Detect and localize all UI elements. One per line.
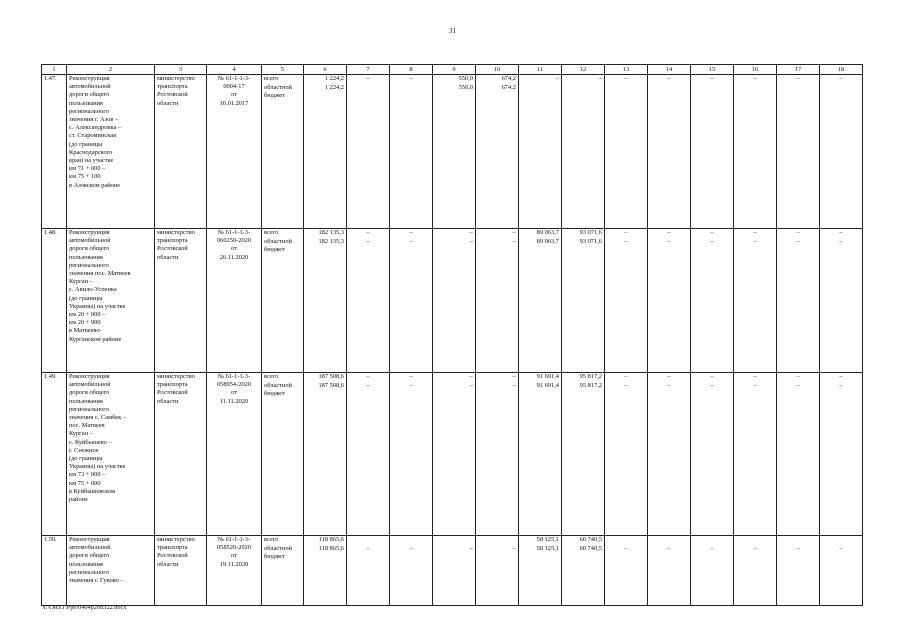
text-line: пользования	[69, 253, 103, 261]
column-number-header: 16	[734, 65, 777, 75]
row-number: 1.49.	[42, 373, 67, 536]
amount-cell: 182 135,3	[304, 229, 347, 238]
amount-cell: –	[777, 238, 820, 373]
amount-cell: 187 508,6	[304, 373, 347, 382]
amount-cell	[605, 84, 648, 229]
amount-cell	[519, 84, 562, 229]
amount-cell: –	[691, 229, 734, 238]
text-line: края) на участке	[69, 157, 114, 165]
text-line: транспорта	[157, 544, 188, 552]
column-number-header: 17	[777, 65, 820, 75]
text-line: бюджет	[264, 245, 285, 253]
amount-cell: 1 224,2	[304, 75, 347, 84]
amount-cell: –	[648, 75, 691, 84]
text-line: транспорта	[157, 237, 188, 245]
amount-cell: 674,2	[476, 75, 519, 84]
responsible-body	[155, 373, 207, 536]
text-line: Курганском районе	[69, 335, 122, 343]
text-line: бюджет	[264, 552, 285, 560]
text-line: пользования	[69, 397, 103, 405]
amount-cell: –	[648, 545, 691, 606]
table-row	[42, 75, 863, 84]
text-line: областной	[264, 237, 292, 245]
expertise-conclusion	[207, 536, 262, 606]
text-line: Реконструкция	[69, 536, 110, 543]
object-name	[67, 75, 155, 229]
text-line: Ростовской	[157, 91, 188, 99]
amount-cell: –	[347, 373, 390, 382]
amount-cell: –	[734, 238, 777, 373]
object-name	[67, 373, 155, 536]
text-line: № 61-1-1-3-	[217, 536, 251, 543]
text-line: значения пос. Матвеев	[69, 270, 131, 278]
amount-cell: –	[648, 382, 691, 536]
text-line: дороги общего	[69, 552, 110, 560]
amount-cell: 550,0	[433, 75, 476, 84]
amount-cell: –	[691, 373, 734, 382]
text-line: пользования	[69, 560, 103, 568]
text-line: министерство	[157, 229, 195, 236]
amount-cell: –	[820, 238, 863, 373]
funding-source-regional	[262, 545, 304, 606]
amount-cell: –	[605, 75, 648, 84]
amount-cell: 95 817,2	[562, 382, 605, 536]
table-row	[42, 536, 863, 545]
column-number-header: 18	[820, 65, 863, 75]
amount-cell: 60 740,5	[562, 536, 605, 545]
amount-cell	[734, 84, 777, 229]
amount-cell: –	[777, 382, 820, 536]
funding-source-regional	[262, 238, 304, 373]
text-line: областной	[264, 83, 292, 91]
amount-cell: –	[820, 382, 863, 536]
funding-source-regional	[262, 84, 304, 229]
table-row	[42, 229, 863, 238]
text-line: пользования	[69, 99, 103, 107]
text-line: министерство	[157, 373, 195, 380]
amount-cell	[605, 536, 648, 545]
amount-cell: 93 071,6	[562, 229, 605, 238]
amount-cell: 95 817,2	[562, 373, 605, 382]
text-line: области	[157, 397, 179, 405]
amount-cell: 91 691,4	[519, 382, 562, 536]
text-line: Ростовской	[157, 389, 188, 397]
text-line: от	[231, 245, 237, 253]
amount-cell: –	[390, 373, 433, 382]
amount-cell: –	[648, 229, 691, 238]
text-line: 16.01.2017	[219, 99, 249, 107]
amount-cell: –	[476, 373, 519, 382]
amount-cell: –	[691, 545, 734, 606]
amount-cell	[347, 536, 390, 545]
amount-cell: –	[777, 373, 820, 382]
text-line: 11.11.2020	[219, 397, 249, 405]
text-line: с. Александровка –	[69, 124, 122, 132]
column-number-header: 11	[519, 65, 562, 75]
text-line: км 71 + 000 –	[69, 165, 106, 173]
amount-cell: –	[648, 373, 691, 382]
column-number-row	[42, 65, 863, 75]
text-line: регионального	[69, 568, 109, 576]
text-line: от	[231, 91, 237, 99]
object-name	[67, 536, 155, 606]
responsible-body	[155, 229, 207, 373]
amount-cell: –	[390, 229, 433, 238]
text-line: № 61-1-1-3-	[217, 75, 251, 82]
text-line: дороги общего	[69, 389, 110, 397]
column-number-header: 4	[207, 65, 262, 75]
amount-cell: 118 865,6	[304, 545, 347, 606]
column-number-header: 2	[67, 65, 155, 75]
amount-cell: –	[820, 373, 863, 382]
funding-source-total: всего	[262, 373, 304, 382]
amount-cell	[347, 84, 390, 229]
row-number: 1.50.	[42, 536, 67, 606]
text-line: 0004-17	[223, 83, 245, 91]
amount-cell: –	[605, 545, 648, 606]
amount-cell	[777, 536, 820, 545]
amount-cell: –	[476, 545, 519, 606]
amount-cell	[648, 536, 691, 545]
column-number-header: 1	[42, 65, 67, 75]
text-line: министерство	[157, 536, 195, 543]
text-line: № 61-1-1-3-	[217, 373, 251, 380]
amount-cell	[691, 84, 734, 229]
text-line: Украины) на участке	[69, 302, 126, 310]
amount-cell: 58 125,1	[519, 545, 562, 606]
text-line: значения г. Гуково –	[69, 577, 124, 585]
amount-cell: –	[691, 238, 734, 373]
text-line: Реконструкция	[69, 373, 110, 380]
responsible-body	[155, 536, 207, 606]
text-line: автомобильной	[69, 83, 111, 91]
row-number: 1.48.	[42, 229, 67, 373]
expertise-conclusion	[207, 229, 262, 373]
amount-cell: 1 224,2	[304, 84, 347, 229]
amount-cell	[691, 536, 734, 545]
amount-cell: –	[734, 545, 777, 606]
amount-cell: –	[433, 373, 476, 382]
text-line: км 73 + 000 –	[69, 471, 106, 479]
amount-cell: 91 691,4	[519, 373, 562, 382]
amount-cell: –	[433, 382, 476, 536]
expertise-conclusion	[207, 75, 262, 229]
amount-cell: 118 865,6	[304, 536, 347, 545]
column-number-header: 3	[155, 65, 207, 75]
text-line: бюджет	[264, 91, 285, 99]
amount-cell: –	[347, 238, 390, 373]
text-line: районе	[69, 496, 88, 504]
text-line: г. Снежное	[69, 446, 99, 454]
amount-cell: 89 063,7	[519, 229, 562, 238]
amount-cell: 674,2	[476, 84, 519, 229]
text-line: 058520-2020	[216, 544, 252, 552]
amount-cell: –	[347, 545, 390, 606]
amount-cell: –	[476, 238, 519, 373]
text-line: Реконструкция	[69, 229, 110, 236]
text-line: регионального	[69, 405, 109, 413]
funding-source-total: всего	[262, 536, 304, 545]
text-line: области	[157, 560, 179, 568]
text-line: значения с. Самбек –	[69, 414, 127, 422]
amount-cell: 89 063,7	[519, 238, 562, 373]
amount-cell: –	[691, 382, 734, 536]
amount-cell: –	[820, 545, 863, 606]
text-line: (до границы	[69, 455, 103, 463]
text-line: с. Авило-Успенка	[69, 286, 117, 294]
amount-cell: –	[347, 382, 390, 536]
column-number-header: 12	[562, 65, 605, 75]
text-line: км 20 + 900	[69, 319, 101, 327]
amount-cell: –	[777, 545, 820, 606]
amount-cell	[777, 84, 820, 229]
amount-cell	[390, 84, 433, 229]
funding-source-regional	[262, 382, 304, 536]
amount-cell	[433, 536, 476, 545]
amount-cell: –	[605, 229, 648, 238]
amount-cell: –	[691, 75, 734, 84]
text-line: автомобильной	[69, 544, 111, 552]
text-line: области	[157, 253, 179, 261]
text-line: ст. Староминская	[69, 132, 117, 140]
amount-cell: 60 740,5	[562, 545, 605, 606]
text-line: Украины) на участке	[69, 463, 126, 471]
text-line: дороги общего	[69, 91, 110, 99]
amount-cell: –	[347, 75, 390, 84]
amount-cell: –	[648, 238, 691, 373]
text-line: Ростовской	[157, 552, 188, 560]
column-number-header: 10	[476, 65, 519, 75]
column-number-header: 7	[347, 65, 390, 75]
amount-cell: 93 071,6	[562, 238, 605, 373]
text-line: пос. Матвеев	[69, 422, 105, 430]
text-line: от	[231, 389, 237, 397]
text-line: в Матвеево-	[69, 327, 102, 335]
amount-cell: –	[390, 238, 433, 373]
amount-cell: –	[734, 382, 777, 536]
text-line: регионального	[69, 261, 109, 269]
amount-cell: –	[390, 545, 433, 606]
text-line: км 75 + 100	[69, 173, 101, 181]
text-line: областной	[264, 381, 292, 389]
amount-cell: –	[777, 229, 820, 238]
amount-cell	[820, 536, 863, 545]
text-line: 058954-2020	[216, 381, 252, 389]
amount-cell: –	[562, 75, 605, 84]
amount-cell	[820, 84, 863, 229]
amount-cell: –	[433, 229, 476, 238]
amount-cell	[648, 84, 691, 229]
text-line: автомобильной	[69, 237, 111, 245]
amount-cell: –	[476, 229, 519, 238]
text-line: км 20 + 000 –	[69, 311, 106, 319]
text-line: бюджет	[264, 389, 285, 397]
responsible-body	[155, 75, 207, 229]
column-number-header: 13	[605, 65, 648, 75]
text-line: значения г. Азов –	[69, 116, 119, 124]
column-number-header: 8	[390, 65, 433, 75]
amount-cell: –	[390, 75, 433, 84]
text-line: областной	[264, 544, 292, 552]
amount-cell: –	[519, 75, 562, 84]
amount-cell: 182 135,3	[304, 238, 347, 373]
text-line: 060250-2020	[216, 237, 252, 245]
text-line: Курган –	[69, 278, 93, 286]
amount-cell	[390, 536, 433, 545]
text-line: км 75 + 000	[69, 479, 101, 487]
text-line: Курган –	[69, 430, 93, 438]
text-line: области	[157, 99, 179, 107]
funding-source-total: всего	[262, 229, 304, 238]
amount-cell: 58 125,1	[519, 536, 562, 545]
text-line: № 61-1-1-3-	[217, 229, 251, 236]
amount-cell: –	[777, 75, 820, 84]
text-line: (до границы	[69, 140, 103, 148]
table-body	[42, 75, 863, 606]
amount-cell: –	[433, 545, 476, 606]
column-number-header: 15	[691, 65, 734, 75]
investment-table	[41, 64, 863, 606]
amount-cell: –	[734, 75, 777, 84]
amount-cell: –	[820, 75, 863, 84]
text-line: регионального	[69, 107, 109, 115]
amount-cell: –	[605, 238, 648, 373]
text-line: в Куйбышевском	[69, 487, 116, 495]
amount-cell: –	[347, 229, 390, 238]
text-line: транспорта	[157, 83, 188, 91]
amount-cell: –	[605, 382, 648, 536]
page-number: 31	[449, 27, 456, 35]
text-line: Реконструкция	[69, 75, 110, 82]
amount-cell: –	[734, 229, 777, 238]
amount-cell: –	[390, 382, 433, 536]
row-number: 1.47.	[42, 75, 67, 229]
column-number-header: 6	[304, 65, 347, 75]
amount-cell	[476, 536, 519, 545]
column-number-header: 14	[648, 65, 691, 75]
text-line: Краснодарского	[69, 148, 113, 156]
text-line: от	[231, 552, 237, 560]
text-line: министерство	[157, 75, 195, 82]
text-line: в Азовском районе	[69, 181, 121, 189]
amount-cell: 187 508,6	[304, 382, 347, 536]
table-row	[42, 373, 863, 382]
text-line: 26.11.2020	[219, 253, 249, 261]
column-number-header: 5	[262, 65, 304, 75]
amount-cell	[734, 536, 777, 545]
amount-cell: –	[820, 229, 863, 238]
object-name	[67, 229, 155, 373]
amount-cell	[562, 84, 605, 229]
text-line: (до границы	[69, 294, 103, 302]
column-number-header: 9	[433, 65, 476, 75]
text-line: 19.11.2020	[219, 560, 249, 568]
funding-source-total: всего	[262, 75, 304, 84]
text-line: с. Куйбышево –	[69, 438, 112, 446]
amount-cell: –	[433, 238, 476, 373]
amount-cell: –	[734, 373, 777, 382]
text-line: транспорта	[157, 381, 188, 389]
expertise-conclusion	[207, 373, 262, 536]
text-line: дороги общего	[69, 245, 110, 253]
file-path-footer: Y:\ORST\Ppo\0404p268.f22.docx	[42, 604, 127, 611]
amount-cell: –	[605, 373, 648, 382]
text-line: Ростовской	[157, 245, 188, 253]
text-line: автомобильной	[69, 381, 111, 389]
amount-cell: –	[476, 382, 519, 536]
amount-cell: 550,0	[433, 84, 476, 229]
